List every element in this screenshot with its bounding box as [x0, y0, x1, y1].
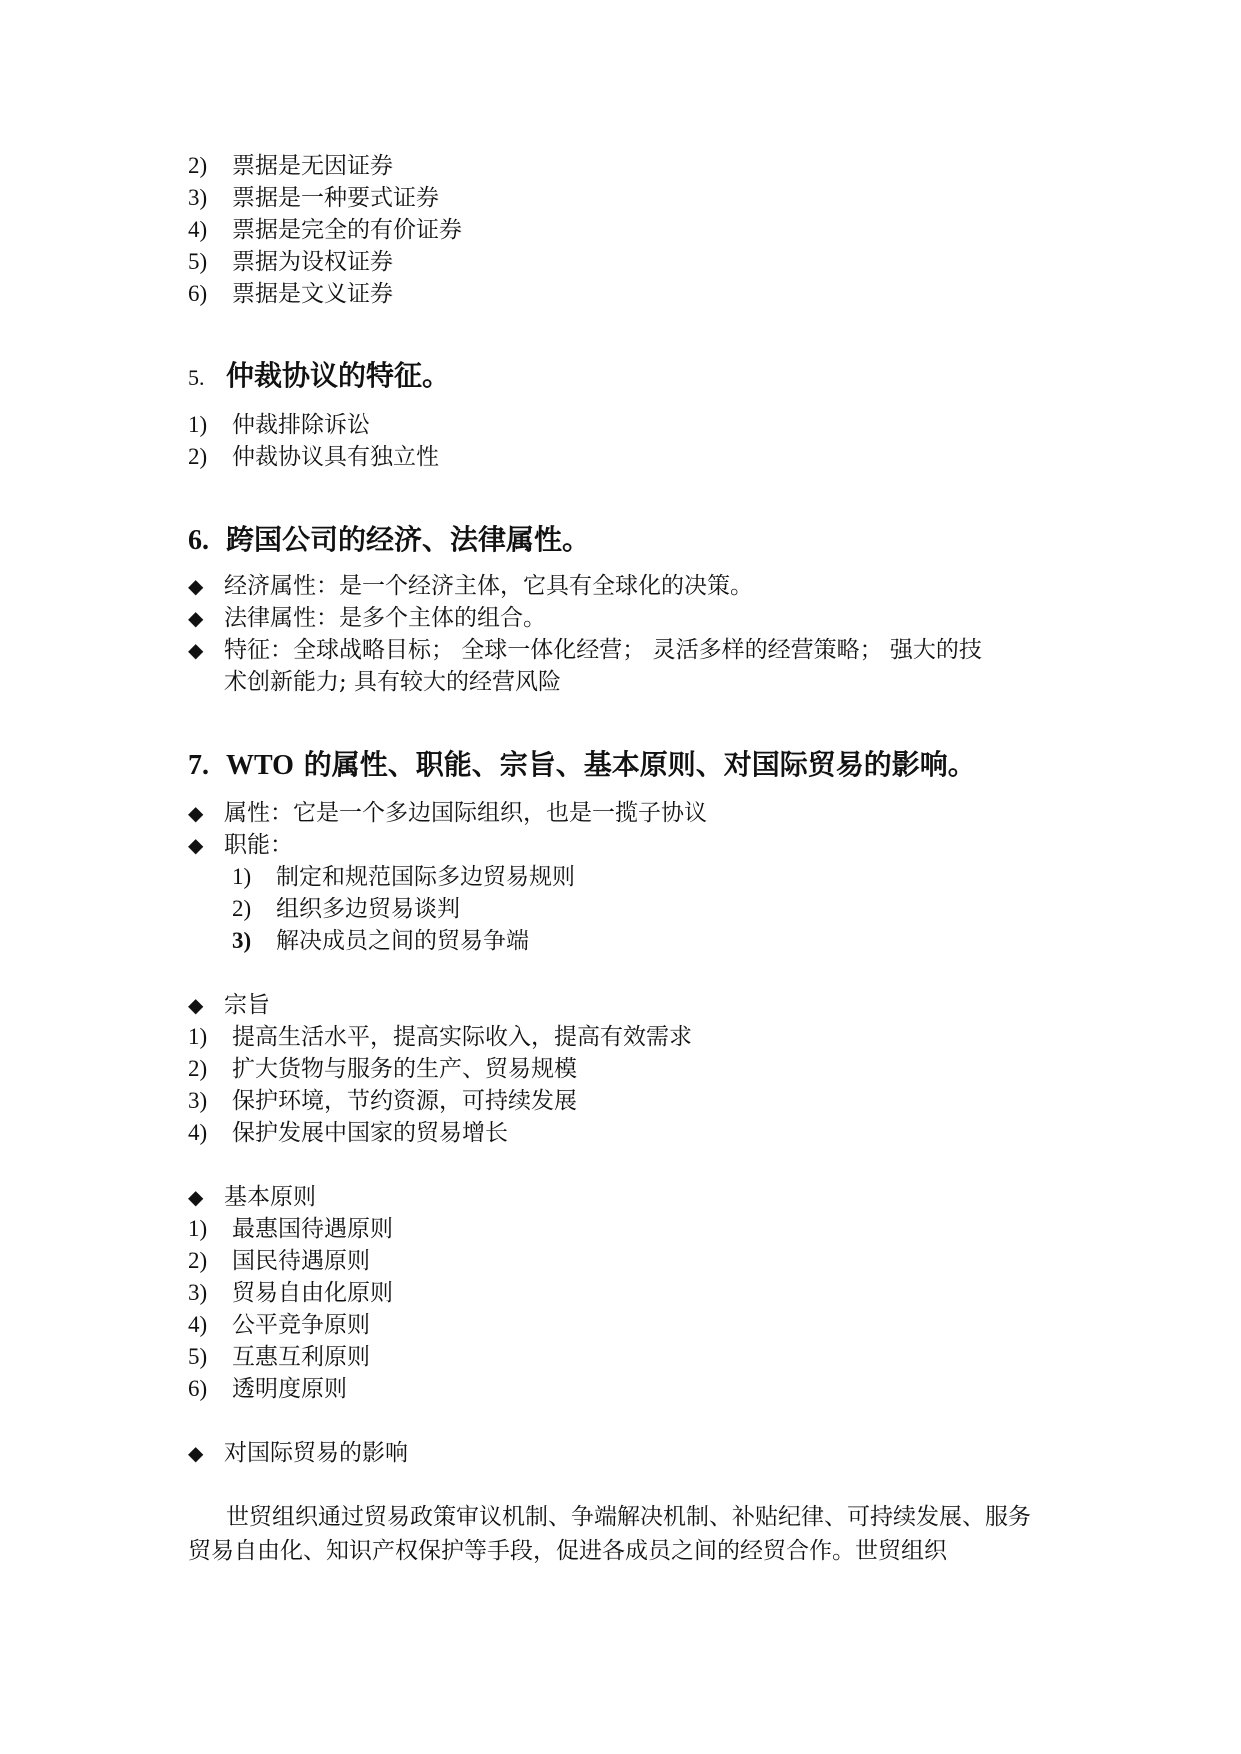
- section-5-heading: [188, 356, 450, 398]
- list-item: [188, 1213, 393, 1245]
- list-number: 6): [188, 1376, 208, 1401]
- list-number: 2): [188, 153, 208, 178]
- section-title: 跨国公司的经济、法律属性。: [226, 523, 591, 556]
- list-item: [232, 925, 529, 957]
- bullet-text: 宗旨: [224, 992, 270, 1018]
- diamond-bullet-icon: ◆: [188, 606, 204, 630]
- list-text: 透明度原则: [232, 1376, 347, 1402]
- impact-paragraph: 世贸组织通过贸易政策审议机制、争端解决机制、补贴纪律、可持续发展、服务贸易自由化、知识产权保护等手段，促进各成员之间的经贸合作。世贸组织: [188, 1504, 1031, 1564]
- bullet-item: [188, 1181, 316, 1213]
- list-number: 3): [188, 1280, 208, 1305]
- list-text: 票据是无因证券: [232, 153, 393, 179]
- list-text: 票据是文义证券: [232, 281, 393, 307]
- list-text: 仲裁协议具有独立性: [232, 444, 439, 470]
- list-text: 票据是完全的有价证券: [232, 217, 462, 243]
- list-text: 扩大货物与服务的生产、贸易规模: [232, 1056, 577, 1082]
- diamond-bullet-icon: ◆: [188, 833, 204, 857]
- bullet-text: 属性：它是一个多边国际组织，也是一揽子协议: [224, 800, 707, 826]
- list-text: 制定和规范国际多边贸易规则: [276, 864, 575, 890]
- section-title: 仲裁协议的特征。: [226, 359, 451, 392]
- list-number: 4): [188, 217, 208, 242]
- list-text: 互惠互利原则: [232, 1344, 370, 1370]
- bullet-text: 基本原则: [224, 1184, 316, 1210]
- section-7-heading: [188, 745, 976, 786]
- bullet-text: 对国际贸易的影响: [224, 1440, 408, 1466]
- list-text: 票据是一种要式证券: [232, 185, 439, 211]
- diamond-bullet-icon: ◆: [188, 638, 204, 662]
- bullet-text: 法律属性：是多个主体的组合。: [224, 605, 546, 631]
- bullet-item: [188, 570, 753, 602]
- list-item: [188, 1021, 692, 1053]
- list-number: 1): [188, 1024, 208, 1049]
- list-number: 1): [188, 412, 208, 437]
- bullet-text: 特征：全球战略目标； 全球一体化经营； 灵活多样的经营策略； 强大的技: [224, 637, 982, 663]
- list-number: 3): [232, 928, 252, 953]
- bullet-item: [188, 829, 293, 861]
- list-item: [188, 150, 393, 182]
- section-title-prefix: WTO: [226, 750, 294, 781]
- list-item: [188, 1341, 370, 1373]
- list-text: 提高生活水平，提高实际收入，提高有效需求: [232, 1024, 692, 1050]
- list-number: 2): [188, 1056, 208, 1081]
- bullet-item: [188, 602, 546, 634]
- bullet-item: [188, 1437, 408, 1469]
- list-number: 4): [188, 1120, 208, 1145]
- list-number: 5): [188, 249, 208, 274]
- diamond-bullet-icon: ◆: [188, 1441, 204, 1465]
- bullet-item: [188, 634, 982, 666]
- section-number: 5.: [188, 365, 205, 390]
- list-number: 4): [188, 1312, 208, 1337]
- list-text: 贸易自由化原则: [232, 1280, 393, 1306]
- bullet-text: 术创新能力; 具有较大的经营风险: [224, 669, 562, 695]
- list-item: [188, 1277, 393, 1309]
- list-item: [188, 1117, 508, 1149]
- list-item: [188, 214, 462, 246]
- list-number: 3): [188, 1088, 208, 1113]
- list-text: 票据为设权证券: [232, 249, 393, 275]
- list-item: [188, 1373, 347, 1405]
- section-title: 的属性、职能、宗旨、基本原则、对国际贸易的影响。: [293, 748, 976, 781]
- bullet-continuation: [224, 666, 561, 698]
- section-number: 6.: [188, 525, 209, 556]
- list-number: 3): [188, 185, 208, 210]
- bullet-text: 经济属性：是一个经济主体，它具有全球化的决策。: [224, 573, 753, 599]
- list-text: 仲裁排除诉讼: [232, 412, 370, 438]
- list-text: 国民待遇原则: [232, 1248, 370, 1274]
- list-item: [188, 1085, 577, 1117]
- diamond-bullet-icon: ◆: [188, 574, 204, 598]
- list-text: 保护环境，节约资源，可持续发展: [232, 1088, 577, 1114]
- bullet-item: [188, 797, 707, 829]
- bullet-item: [188, 989, 270, 1021]
- list-text: 保护发展中国家的贸易增长: [232, 1120, 508, 1146]
- list-item: [232, 861, 575, 893]
- diamond-bullet-icon: ◆: [188, 1185, 204, 1209]
- list-item: [232, 893, 460, 925]
- list-item: [188, 441, 439, 473]
- section-6-heading: [188, 520, 590, 561]
- list-number: 5): [188, 1344, 208, 1369]
- list-text: 组织多边贸易谈判: [276, 896, 460, 922]
- list-item: [188, 1245, 370, 1277]
- list-item: [188, 182, 439, 214]
- list-item: [188, 278, 393, 310]
- list-text: 最惠国待遇原则: [232, 1216, 393, 1242]
- bullet-text: 职能：: [224, 832, 293, 858]
- list-number: 2): [232, 896, 252, 921]
- list-number: 1): [232, 864, 252, 889]
- list-number: 6): [188, 281, 208, 306]
- list-item: [188, 1309, 370, 1341]
- list-item: [188, 1053, 577, 1085]
- list-text: 解决成员之间的贸易争端: [276, 928, 529, 954]
- list-number: 2): [188, 444, 208, 469]
- list-text: 公平竞争原则: [232, 1312, 370, 1338]
- list-number: 2): [188, 1248, 208, 1273]
- list-item: [188, 246, 393, 278]
- list-number: 1): [188, 1216, 208, 1241]
- section-number: 7.: [188, 750, 209, 781]
- diamond-bullet-icon: ◆: [188, 993, 204, 1017]
- list-item: [188, 409, 370, 441]
- diamond-bullet-icon: ◆: [188, 801, 204, 825]
